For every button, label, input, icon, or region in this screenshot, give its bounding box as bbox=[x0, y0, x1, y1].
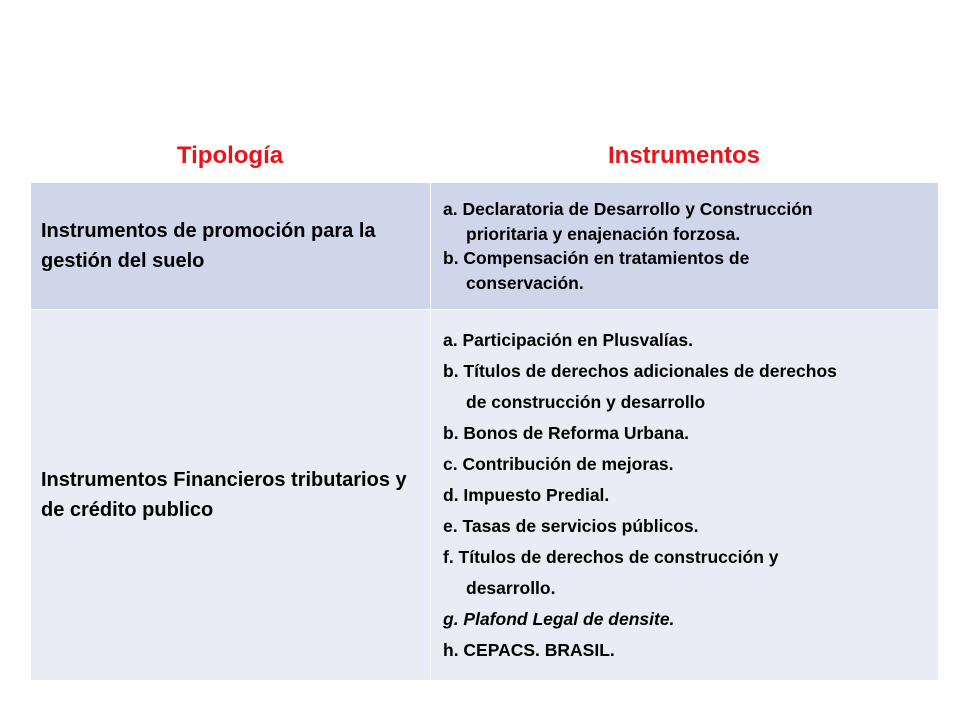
list-item: f. Títulos de derechos de construcción y bbox=[443, 546, 779, 567]
list-item: b. Títulos de derechos adicionales de derechos bbox=[443, 360, 837, 381]
list-item: a. Participación en Plusvalías. bbox=[443, 329, 693, 350]
table-header bbox=[30, 138, 938, 182]
list-item: c. Contribución de mejoras. bbox=[443, 453, 674, 474]
list-item: a. Declaratoria de Desarrollo y Construcción bbox=[443, 199, 813, 219]
instrumentos-list bbox=[443, 197, 930, 295]
header-instrumentos: Instrumentos bbox=[607, 142, 760, 169]
tipologia-cell: Instrumentos de promoción para la gestión del suelo bbox=[31, 183, 431, 310]
list-item: desarrollo. bbox=[466, 577, 556, 598]
list-item: b. Compensación en tratamientos de bbox=[443, 248, 750, 268]
instrumentos-cell bbox=[431, 183, 939, 310]
list-item: g. Plafond Legal de densite. bbox=[443, 608, 675, 629]
list-item: b. Bonos de Reforma Urbana. bbox=[443, 422, 690, 443]
tipologia-cell: Instrumentos Financieros tributarios y de crédito publico bbox=[31, 310, 431, 681]
list-item: e. Tasas de servicios públicos. bbox=[443, 515, 699, 536]
table-row bbox=[31, 183, 939, 310]
instrumentos-list bbox=[443, 325, 930, 666]
list-item: de construcción y desarrollo bbox=[466, 391, 706, 412]
table-row bbox=[31, 310, 939, 681]
instruments-table bbox=[30, 182, 939, 681]
header-tipologia: Tipología bbox=[176, 142, 284, 169]
list-item: h. CEPACS. BRASIL. bbox=[443, 639, 615, 660]
instrumentos-cell bbox=[431, 310, 939, 681]
list-item: conservación. bbox=[466, 272, 584, 293]
list-item: d. Impuesto Predial. bbox=[443, 484, 610, 505]
list-item: prioritaria y enajenación forzosa. bbox=[466, 223, 741, 244]
